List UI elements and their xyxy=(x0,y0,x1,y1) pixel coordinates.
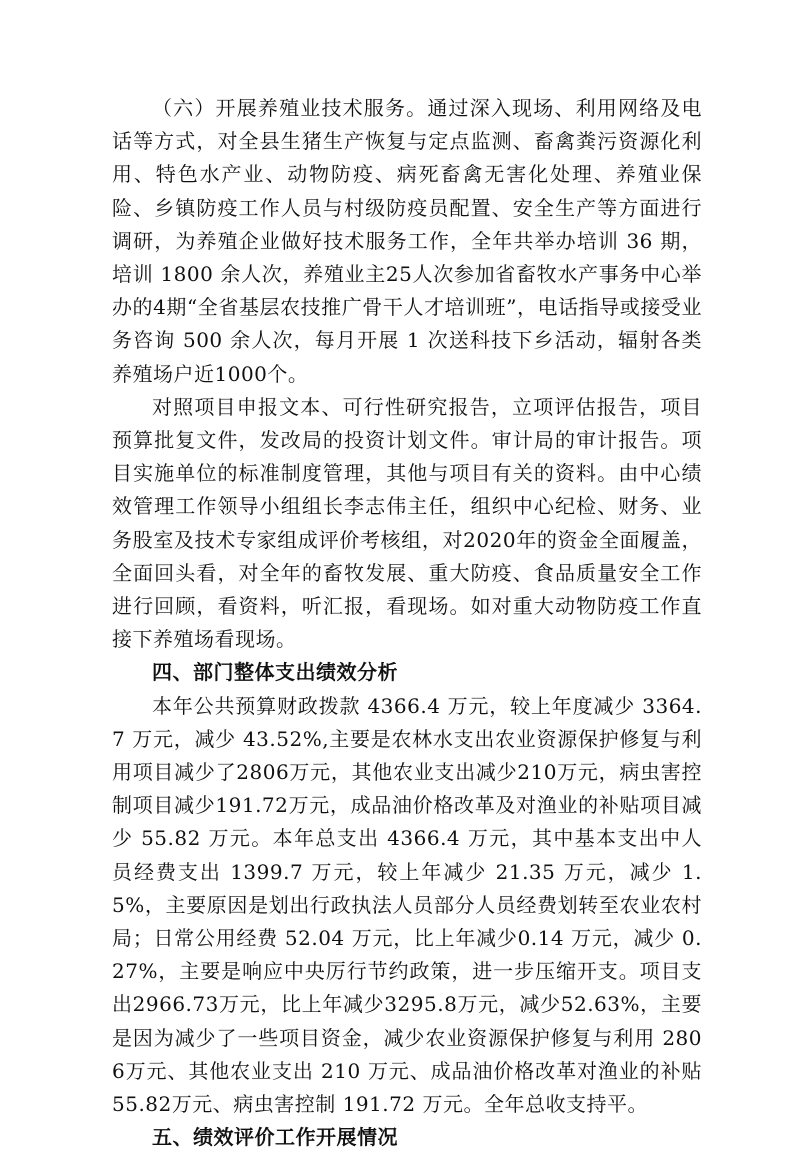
paragraph-livestock-technical-services: （六）开展养殖业技术服务。通过深入现场、利用网络及电话等方式，对全县生猪生产恢复与定点监测、畜禽粪污资源化利用、特色水产业、动物防疫、病死畜禽无害化处理、养殖业保险、乡镇防疫工作人员与村级防疫员配置、安全生产等方面进行调研，为养殖企业做好技术服务工作，全年共举办培训 36 期，培训 1800 余人次，养殖业主25人次参加省畜牧水产事务中心举办的4期“全省基层农技推广骨干人才培训班”，电话指导或接受业务咨询 500 余人次，每月开展 1 次送科技下乡活动，辐射各类养殖场户近1000个。 xyxy=(112,96,702,386)
paragraph-expenditure-details: 本年公共预算财政拨款 4366.4 万元，较上年度减少 3364.7 万元，减少 43.52%,主要是农林水支出农业资源保护修复与利用项目减少了2806万元，其他农业支出减少210万元，病虫害控制项目减少191.72万元，成品油价格改革及对渔业的补贴项目减少 55.82 万元。本年总支出 4366.4 万元，其中基本支出中人员经费支出 1399.7 万元，较上年减少 21.35 万元，减少 1.5%，主要原因是划出行政执法人员部分人员经费划转至农业农村局；日常公用经费 52.04 万元，比上年减少0.14 万元，减少 0.27%，主要是响应中央厉行节约政策，进一步压缩开支。项目支出2966.73万元，比上年减少3295.8万元，减少52.63%，主要是因为减少了一些项目资金，减少农业资源保护修复与利用 2806万元、其他农业支出 210 万元、成品油价格改革对渔业的补贴 55.82万元、病虫害控制 191.72 万元。全年总收支持平。 xyxy=(112,693,702,1117)
section-heading-expenditure-analysis: 四、部门整体支出绩效分析 xyxy=(152,660,398,685)
paragraph-evaluation-basis: 对照项目申报文本、可行性研究报告，立项评估报告，项目预算批复文件，发改局的投资计划文件。审计局的审计报告。项目实施单位的标准制度管理，其他与项目有关的资料。由中心绩效管理工作领导小组组长李志伟主任，组织中心纪检、财务、业务股室及技术专家组成评价考核组，对2020年的资金全面履盖，全面回头看，对全年的畜牧发展、重大防疫、食品质量安全工作进行回顾，看资料，听汇报，看现场。如对重大动物防疫工作直接下养殖场看现场。 xyxy=(112,394,702,652)
document-body xyxy=(112,92,702,1155)
section-heading-evaluation-work: 五、绩效评价工作开展情况 xyxy=(152,1125,398,1150)
